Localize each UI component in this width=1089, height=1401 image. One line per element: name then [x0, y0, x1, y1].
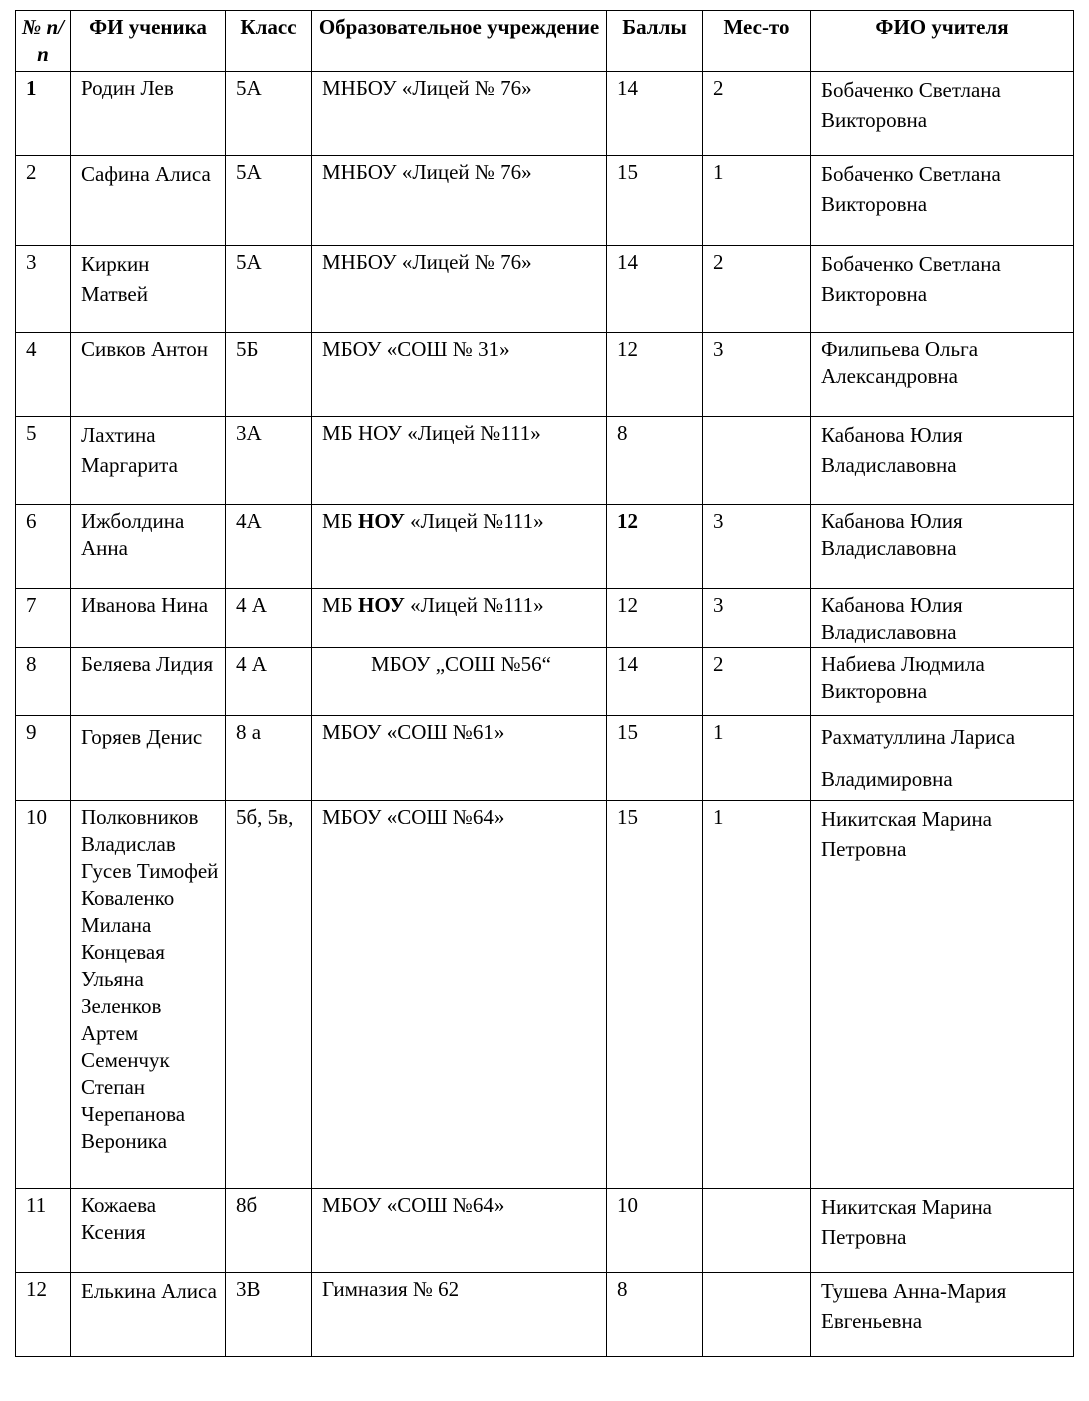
score-cell: 14: [607, 72, 703, 156]
place-cell: 3: [703, 505, 811, 589]
class-cell: 4 А: [226, 648, 312, 716]
student-name: Кожаева Ксения: [71, 1189, 226, 1273]
table-row: [16, 648, 1074, 716]
teacher-cell: Филипьева Ольга Александровна: [811, 333, 1074, 417]
row-number: 6: [16, 505, 71, 589]
student-name: Черепанова Вероника: [81, 1102, 186, 1153]
table-row: [16, 333, 1074, 417]
school-type: НОУ: [357, 509, 405, 533]
row-number: 2: [16, 156, 71, 246]
student-name: Горяев Денис: [71, 716, 226, 801]
student-name: Беляева Лидия: [71, 648, 226, 716]
score-cell: 15: [607, 156, 703, 246]
school-suffix: «Лицей №111»: [410, 509, 544, 533]
header-no: № п/п: [16, 11, 71, 72]
class-cell: 5А: [226, 72, 312, 156]
table-row: [16, 589, 1074, 648]
table-row: [16, 716, 1074, 801]
student-names-group: [71, 801, 226, 1189]
score-cell: 12: [607, 505, 703, 589]
student-name: Ижболдина Анна: [71, 505, 226, 589]
score-cell: 8: [607, 1273, 703, 1357]
student-name: Сафина Алиса: [71, 156, 226, 246]
class-cell: 3В: [226, 1273, 312, 1357]
teacher-cell: Бобаченко Светлана Викторовна: [811, 72, 1074, 156]
teacher-cell: Рахматуллина Лариса Владимировна: [811, 716, 1074, 801]
class-cell: 4А: [226, 505, 312, 589]
teacher-cell: Никитская Марина Петровна: [811, 801, 1074, 1189]
student-name: Киркин Матвей: [71, 246, 226, 333]
score-cell: 8: [607, 417, 703, 505]
row-number: 8: [16, 648, 71, 716]
teacher-cell: Бобаченко Светлана Викторовна: [811, 156, 1074, 246]
results-table: [15, 10, 1074, 1357]
score-cell: 12: [607, 589, 703, 648]
header-name: ФИ ученика: [71, 11, 226, 72]
student-name: Полковников Владислав: [81, 805, 199, 856]
header-place: Мес-то: [703, 11, 811, 72]
class-cell: 8 а: [226, 716, 312, 801]
school-cell: МБ НОУ «Лицей №111»: [312, 417, 607, 505]
class-cell: 5А: [226, 246, 312, 333]
row-number: 12: [16, 1273, 71, 1357]
school-cell: [312, 589, 607, 648]
school-cell: МБОУ «СОШ №64»: [312, 1189, 607, 1273]
teacher-cell: Никитская Марина Петровна: [811, 1189, 1074, 1273]
table-row: [16, 505, 1074, 589]
table-row: [16, 1189, 1074, 1273]
place-cell: 2: [703, 246, 811, 333]
school-type: НОУ: [357, 593, 405, 617]
place-cell: 1: [703, 716, 811, 801]
place-cell: [703, 1189, 811, 1273]
place-cell: [703, 1273, 811, 1357]
header-teacher: ФИО учителя: [811, 11, 1074, 72]
row-number: 4: [16, 333, 71, 417]
student-name: Сивков Антон: [71, 333, 226, 417]
school-cell: МБОУ «СОШ № 31»: [312, 333, 607, 417]
student-name: Коваленко Милана: [81, 886, 175, 937]
teacher-cell: Кабанова Юлия Владиславовна: [811, 417, 1074, 505]
school-cell: Гимназия № 62: [312, 1273, 607, 1357]
class-cell: 5б, 5в,: [226, 801, 312, 1189]
school-cell: МБОУ «СОШ №61»: [312, 716, 607, 801]
table-row: [16, 1273, 1074, 1357]
header-row: [16, 11, 1074, 72]
header-school: Образовательное учреждение: [312, 11, 607, 72]
place-cell: 2: [703, 648, 811, 716]
row-number: 1: [16, 72, 71, 156]
place-cell: 2: [703, 72, 811, 156]
student-name: Зеленков Артем: [81, 994, 162, 1045]
student-name: Концевая Ульяна: [81, 940, 165, 991]
place-cell: 1: [703, 801, 811, 1189]
score-cell: 10: [607, 1189, 703, 1273]
row-number: 7: [16, 589, 71, 648]
school-prefix: МБ: [322, 593, 353, 617]
student-name: Родин Лев: [71, 72, 226, 156]
teacher-cell: Кабанова Юлия Владиславовна: [811, 505, 1074, 589]
school-prefix: МБ: [322, 509, 353, 533]
table-row: [16, 156, 1074, 246]
student-name: Иванова Нина: [71, 589, 226, 648]
table-row: [16, 246, 1074, 333]
row-number: 10: [16, 801, 71, 1189]
school-cell: [312, 505, 607, 589]
school-suffix: «Лицей №111»: [410, 593, 544, 617]
class-cell: 5А: [226, 156, 312, 246]
row-number: 3: [16, 246, 71, 333]
table-row: [16, 801, 1074, 1189]
score-cell: 12: [607, 333, 703, 417]
teacher-cell: Набиева Людмила Викторовна: [811, 648, 1074, 716]
student-name: Лахтина Маргарита: [71, 417, 226, 505]
student-name: Семенчук Степан: [81, 1048, 170, 1099]
student-name: Елькина Алиса: [71, 1273, 226, 1357]
table-row: [16, 72, 1074, 156]
table-row: [16, 417, 1074, 505]
class-cell: 8б: [226, 1189, 312, 1273]
teacher-cell: Кабанова Юлия Владиславовна: [811, 589, 1074, 648]
row-number: 5: [16, 417, 71, 505]
header-score: Баллы: [607, 11, 703, 72]
student-name: Гусев Тимофей: [81, 859, 219, 883]
class-cell: 5Б: [226, 333, 312, 417]
class-cell: 3А: [226, 417, 312, 505]
place-cell: 3: [703, 589, 811, 648]
school-cell: МНБОУ «Лицей № 76»: [312, 156, 607, 246]
score-cell: 15: [607, 801, 703, 1189]
score-cell: 14: [607, 246, 703, 333]
header-class: Класс: [226, 11, 312, 72]
teacher-cell: Тушева Анна-Мария Евгеньевна: [811, 1273, 1074, 1357]
place-cell: 1: [703, 156, 811, 246]
school-cell: МНБОУ «Лицей № 76»: [312, 246, 607, 333]
school-cell: МБОУ „СОШ №56“: [312, 648, 607, 716]
score-cell: 15: [607, 716, 703, 801]
score-cell: 14: [607, 648, 703, 716]
row-number: 9: [16, 716, 71, 801]
school-cell: МБОУ «СОШ №64»: [312, 801, 607, 1189]
school-cell: МНБОУ «Лицей № 76»: [312, 72, 607, 156]
teacher-cell: Бобаченко Светлана Викторовна: [811, 246, 1074, 333]
place-cell: 3: [703, 333, 811, 417]
class-cell: 4 А: [226, 589, 312, 648]
place-cell: [703, 417, 811, 505]
row-number: 11: [16, 1189, 71, 1273]
